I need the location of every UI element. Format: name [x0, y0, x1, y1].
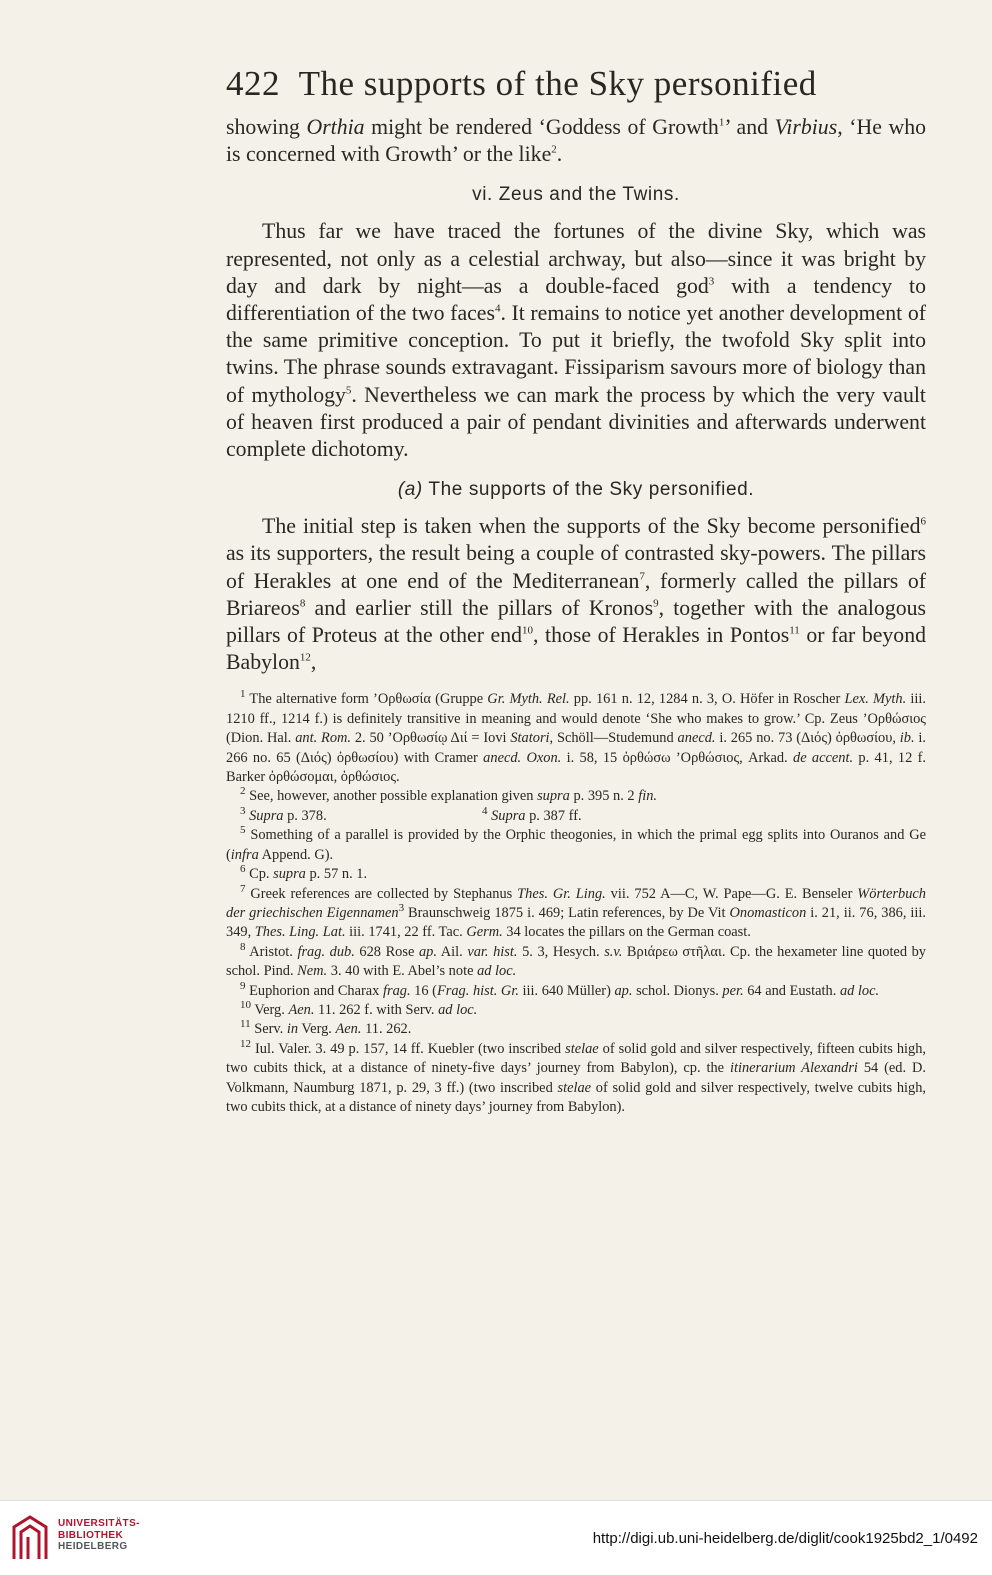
paragraph-1: Thus far we have traced the fortunes of the divine Sky, which was represented, not only as a celestial archway, but also—since it was bright by day and dark by night—as a double-faced god$^3$ with a tendency to differentiation of the two faces$^4$. It remains to notice yet another development of the same primitive conception. To put it briefly, the twofold Sky split into twins. The phrase sounds extravagant. Fissiparism savours more of biology than of mythology$^5$. Nevertheless we can mark the process by which the very vault of heaven first produced a pair of pendant divinities and afterwards underwent complete dichotomy. [226, 219, 926, 462]
main-text [226, 114, 926, 676]
footnote-ref[interactable]: 12 [299, 651, 311, 664]
footnote-11: $^{11}$ Serv. in Verg. Aen. 11. 262. [240, 1018, 412, 1038]
library-name: UNIVERSITÄTS- BIBLIOTHEK HEIDELBERG [58, 1518, 140, 1552]
footnote-3: $^3$ Supra p. 378. [240, 805, 327, 824]
section-heading: vi. Zeus and the Twins. [472, 184, 680, 206]
library-footer [0, 1500, 992, 1575]
footnote-12: $^{12}$ Iul. Valer. 3. 49 p. 157, 14 ff. Kuebler (two inscribed stelae of solid gold and silver respectively, fifteen cubits high, two cubits thick, at a distance of ninety-five days’ journey from Babylon), cp. the itinerarium Alexandri 54 (ed. D. Volkmann, Naumburg 1871, p. 29, 3 ff.) (two inscribed stelae of solid gold and silver respectively, twelve cubits high, two cubits thick, at a distance of ninety days’ journey from Babylon). [226, 1037, 927, 1115]
subsection-heading: (a) The supports of the Sky personified. [397, 479, 755, 501]
footnote-7: $^7$ Greek references are collected by Stephanus Thes. Gr. Ling. vii. 752 A—C, W. Pape—G. E. Benseler Wörterbuch der griechischen Eigennamen$^3$ Braunschweig 1875 i. 469; Latin references, by De Vit Onomasticon i. 21, ii. 76, 386, iii. 349, Thes. Ling. Lat. iii. 1741, 22 ff. Tac. Germ. 34 locates the pillars on the German coast. [226, 882, 927, 941]
footnote-3-4 [226, 807, 926, 826]
footnote-6: $^6$ Cp. supra p. 57 n. 1. [240, 863, 368, 883]
page-content [226, 64, 926, 1117]
footnote-ref[interactable]: 3 [708, 275, 715, 288]
footnote-ref[interactable]: 8 [299, 597, 306, 610]
footnote-ref[interactable]: 6 [920, 515, 926, 528]
page-number: 422 [226, 64, 280, 103]
footnote-ref[interactable]: 4 [494, 302, 501, 315]
footnote-1: $^1$ The alternative form ’Ορθωσία (Gruppe Gr. Myth. Rel. pp. 161 n. 12, 1284 n. 3, O. Höfer in Roscher Lex. Myth. iii. 1210 ff., 1214 f.) is definitely transitive in meaning and would denote ‘She who makes to grow.’ Cp. Zeus ’Ορθώσιος (Dion. Hal. ant. Rom. 2. 50 ’Ορθωσίῳ Διί = Iovi Statori, Schöll—Studemund anecd. i. 265 no. 73 (Διός) ὀρθωσίου, ib. i. 266 no. 65 (Διός) ὀρθωσίου) with Cramer anecd. Oxon. i. 58, 15 ὀρθώσω ’Ορθώσιος, Arkad. de accent. p. 41, 12 f. Barker ὀρθώσομαι, ὀρθώσιος. [226, 688, 927, 786]
footnote-8: $^8$ Aristot. frag. dub. 628 Rose ap. Ail. var. hist. 5. 3, Hesych. s.v. Βριάρεω στῆλαι. Cp. the hexameter line quoted by schol. Pind. Nem. 3. 40 with E. Abel’s note ad loc. [226, 940, 926, 980]
footnote-ref[interactable]: 2 [551, 143, 557, 156]
footnote-ref[interactable]: 9 [653, 597, 659, 610]
paragraph-2: The initial step is taken when the supports of the Sky become personified$^6$ as its supporters, the result being a couple of contrasted sky-powers. The pillars of Herakles at one end of the Mediterranean$^7$, formerly called the pillars of Briareos$^8$ and earlier still the pillars of Kronos$^9$, together with the analogous pillars of Proteus at the other end$^{10}$, those of Herakles in Pontos$^{11}$ or far beyond Babylon$^{12}$, [226, 514, 927, 675]
footnote-ref[interactable]: 10 [522, 624, 534, 637]
footnote-ref[interactable]: 1 [718, 116, 725, 129]
footnote-ref[interactable]: 5 [345, 384, 352, 397]
footnote-ref[interactable]: 11 [789, 624, 800, 637]
footnote-2: $^2$ See, however, another possible explanation given supra p. 395 n. 2 fin. [240, 785, 658, 805]
paragraph-0: showing Orthia might be rendered ‘Goddess of Growth$^1$’ and Virbius, ‘He who is concerned with Growth’ or the like$^2$. [226, 115, 927, 167]
footnotes [226, 690, 926, 1117]
running-title: The supports of the Sky personified [298, 64, 817, 103]
footnote-10: $^{10}$ Verg. Aen. 11. 262 f. with Serv. ad loc. [240, 999, 478, 1018]
ub-heidelberg-logo-icon [10, 1513, 50, 1563]
footnote-4: $^4$ Supra p. 387 ff. [482, 805, 582, 824]
page-header [226, 64, 926, 104]
footnote-9: $^9$ Euphorion and Charax frag. 16 (Frag. hist. Gr. iii. 640 Müller) ap. schol. Dionys. per. 64 and Eustath. ad loc. [240, 979, 880, 999]
footnote-ref[interactable]: 7 [639, 570, 645, 583]
footnote-5: $^5$ Something of a parallel is provided by the Orphic theogonies, in which the primal egg splits into Ouranos and Ge (infra Append. G). [226, 824, 926, 863]
permalink-url[interactable]: http://digi.ub.uni-heidelberg.de/diglit/cook1925bd2_1/0492 [592, 1530, 978, 1547]
